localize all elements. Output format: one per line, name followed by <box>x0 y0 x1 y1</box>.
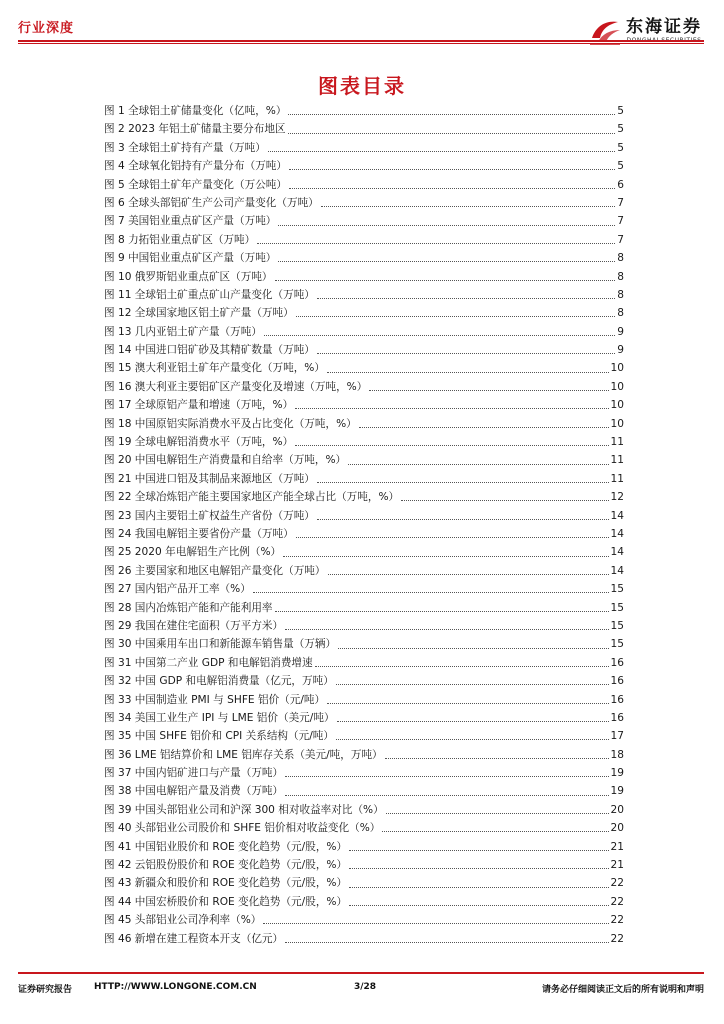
toc-dot-leader <box>338 647 608 649</box>
toc-entry-page: 5 <box>617 141 624 154</box>
toc-entry-page: 5 <box>617 160 624 173</box>
toc-entry[interactable] <box>104 617 624 635</box>
toc-entry-page: 9 <box>617 344 624 357</box>
toc-entry-page: 19 <box>610 767 624 780</box>
toc-entry[interactable] <box>104 874 624 892</box>
toc-dot-leader <box>264 334 615 336</box>
toc-entry-label: 图 31 中国第二产业 GDP 和电解铝消费增速 <box>104 656 313 669</box>
toc-dot-leader <box>295 407 608 409</box>
toc-dot-leader <box>275 610 609 612</box>
toc-entry-label: 图 41 中国铝业股价和 ROE 变化趋势（元/股，%） <box>104 840 348 853</box>
toc-entry[interactable] <box>104 249 624 267</box>
toc-entry-page: 18 <box>610 748 624 761</box>
toc-dot-leader <box>349 904 608 906</box>
footer-disclaimer: 请务必仔细阅读正文后的所有说明和声明 <box>541 985 704 995</box>
toc-entry-label: 图 45 头部铝业公司净利率（%） <box>104 914 262 927</box>
toc-dot-leader <box>285 628 608 630</box>
toc-entry[interactable] <box>104 268 624 286</box>
toc-entry-label: 图 1 全球铝土矿储量变化（亿吨，%） <box>104 105 287 117</box>
toc-dot-leader <box>288 132 616 134</box>
toc-entry-label: 图 43 新疆众和股价和 ROE 变化趋势（元/股，%） <box>104 877 348 890</box>
footer-website-link[interactable]: HTTP://WWW.LONGONE.COM.CN <box>94 982 257 992</box>
toc-entry-page: 16 <box>610 656 624 669</box>
toc-entry-page: 15 <box>610 619 624 632</box>
toc-entry-page: 15 <box>610 638 624 651</box>
toc-entry[interactable] <box>104 562 624 580</box>
toc-entry-label: 图 24 我国电解铝主要省份产量（万吨） <box>104 527 294 540</box>
toc-dot-leader <box>327 371 609 373</box>
toc-entry-label: 图 5 全球铝土矿年产量变化（万公吨） <box>104 178 287 191</box>
toc-entry[interactable] <box>104 782 624 800</box>
toc-entry-label: 图 36 LME 铝结算价和 LME 铝库存关系（美元/吨，万吨） <box>104 748 383 761</box>
toc-entry-page: 10 <box>610 399 624 412</box>
toc-entry[interactable] <box>104 525 624 543</box>
toc-dot-leader <box>359 426 609 428</box>
toc-dot-leader <box>337 720 609 722</box>
toc-entry-page: 22 <box>610 932 624 945</box>
toc-entry[interactable] <box>104 727 624 745</box>
toc-entry-label: 图 40 头部铝业公司股价和 SHFE 铝价相对收益变化（%） <box>104 822 381 835</box>
toc-dot-leader <box>317 481 609 483</box>
toc-entry-page: 16 <box>610 711 624 724</box>
toc-dot-leader <box>327 702 608 704</box>
toc-entry[interactable] <box>104 930 624 948</box>
toc-entry[interactable] <box>104 231 624 249</box>
header-rule <box>18 40 704 42</box>
toc-entry-page: 11 <box>610 436 624 449</box>
toc-entry[interactable] <box>104 396 624 414</box>
toc-entry[interactable] <box>104 120 624 138</box>
toc-dot-leader <box>275 279 616 281</box>
footer <box>18 982 704 996</box>
toc-entry[interactable] <box>104 488 624 506</box>
header-tag: 行业深度 <box>18 21 75 36</box>
toc-entry-label: 图 4 全球氧化铝持有产量分布（万吨） <box>104 160 287 173</box>
toc-entry-page: 16 <box>610 693 624 706</box>
toc-entry[interactable] <box>104 470 624 488</box>
toc-entry-label: 图 15 澳大利亚铝土矿年产量变化（万吨，%） <box>104 362 325 375</box>
toc-entry-label: 图 39 中国头部铝业公司和沪深 300 相对收益率对比（%） <box>104 803 384 816</box>
toc-entry-label: 图 2 2023 年铝土矿储量主要分布地区 <box>104 123 286 136</box>
toc-dot-leader <box>268 150 615 152</box>
toc-entry-page: 14 <box>610 564 624 577</box>
toc-entry-label: 图 13 几内亚铝土矿产量（万吨） <box>104 325 262 338</box>
toc-entry[interactable] <box>104 599 624 617</box>
toc-dot-leader <box>336 738 609 740</box>
toc-entry[interactable] <box>104 286 624 304</box>
toc-entry-page: 7 <box>617 196 624 209</box>
toc-entry-label: 图 38 中国电解铝产量及消费（万吨） <box>104 785 284 798</box>
toc-entry[interactable] <box>104 507 624 525</box>
toc-dot-leader <box>285 794 608 796</box>
toc-entry-page: 16 <box>610 675 624 688</box>
toc-entry-label: 图 12 全球国家地区铝土矿产量（万吨） <box>104 307 294 320</box>
toc-entry-page: 10 <box>610 417 624 430</box>
toc-entry[interactable] <box>104 709 624 727</box>
toc-entry-label: 图 10 俄罗斯铝业重点矿区（万吨） <box>104 270 273 283</box>
toc-entry-label: 图 19 全球电解铝消费水平（万吨，%） <box>104 436 294 449</box>
toc-entry-label: 图 33 中国制造业 PMI 与 SHFE 铝价（元/吨） <box>104 693 326 706</box>
toc-entry-label: 图 8 力拓铝业重点矿区（万吨） <box>104 233 256 246</box>
toc-entry[interactable] <box>104 451 624 469</box>
toc-entry-page: 21 <box>610 840 624 853</box>
toc-dot-leader <box>328 573 609 575</box>
toc-dot-leader <box>263 922 608 924</box>
toc-dot-leader <box>288 113 615 115</box>
toc-entry-page: 7 <box>617 233 624 246</box>
toc-dot-leader <box>385 757 609 759</box>
toc-dot-leader <box>349 849 608 851</box>
toc-entry-page: 5 <box>617 105 624 117</box>
toc-entry-page: 15 <box>610 583 624 596</box>
footer-rule <box>18 972 704 974</box>
toc-entry-page: 10 <box>610 362 624 375</box>
toc-entry[interactable] <box>104 139 624 157</box>
toc-entry-label: 图 37 中国内铝矿进口与产量（万吨） <box>104 767 284 780</box>
toc-entry-label: 图 26 主要国家和地区电解铝产量变化（万吨） <box>104 564 326 577</box>
toc-entry-label: 图 6 全球头部铝矿生产公司产量变化（万吨） <box>104 196 319 209</box>
toc-entry-label: 图 42 云铝股份股价和 ROE 变化趋势（元/股，%） <box>104 859 348 872</box>
toc-entry-page: 8 <box>617 252 624 265</box>
toc-entry-label: 图 28 国内冶炼铝产能和产能利用率 <box>104 601 273 614</box>
toc-dot-leader <box>278 260 615 262</box>
toc-entry-label: 图 23 国内主要铝土矿权益生产省份（万吨） <box>104 509 315 522</box>
toc-dot-leader <box>285 941 608 943</box>
footer-report-type: 证券研究报告 <box>18 985 73 995</box>
toc-entry-page: 22 <box>610 895 624 908</box>
toc-entry[interactable] <box>104 911 624 929</box>
figure-toc-list <box>104 102 624 948</box>
toc-entry-label: 图 27 国内铝产品开工率（%） <box>104 583 251 596</box>
toc-dot-leader <box>289 187 615 189</box>
toc-entry-label: 图 20 中国电解铝生产消费量和自给率（万吨，%） <box>104 454 347 467</box>
toc-entry-label: 图 17 全球原铝产量和增速（万吨，%） <box>104 399 294 412</box>
toc-dot-leader <box>278 224 615 226</box>
toc-entry-label: 图 29 我国在建住宅面积（万平方米） <box>104 619 284 632</box>
toc-entry-label: 图 7 美国铝业重点矿区产量（万吨） <box>104 215 277 228</box>
toc-entry-label: 图 14 中国进口铝矿砂及其精矿数量（万吨） <box>104 344 315 357</box>
toc-entry-label: 图 9 中国铝业重点矿区产量（万吨） <box>104 252 277 265</box>
toc-entry[interactable] <box>104 323 624 341</box>
toc-entry-page: 11 <box>610 472 624 485</box>
toc-entry[interactable] <box>104 635 624 653</box>
toc-entry-label: 图 32 中国 GDP 和电解铝消费量（亿元，万吨） <box>104 675 334 688</box>
toc-entry[interactable] <box>104 893 624 911</box>
toc-entry[interactable] <box>104 856 624 874</box>
footer-page-number: 3/28 <box>354 982 377 992</box>
toc-dot-leader <box>289 168 615 170</box>
toc-entry-page: 15 <box>610 601 624 614</box>
toc-entry-label: 图 3 全球铝土矿持有产量（万吨） <box>104 141 266 154</box>
toc-entry-page: 22 <box>610 914 624 927</box>
toc-entry-label: 图 22 全球冶炼铝产能主要国家地区产能全球占比（万吨，%） <box>104 491 400 504</box>
toc-entry-page: 8 <box>617 307 624 320</box>
toc-entry[interactable] <box>104 764 624 782</box>
toc-dot-leader <box>348 463 608 465</box>
toc-entry[interactable] <box>104 359 624 377</box>
toc-dot-leader <box>285 775 608 777</box>
toc-entry-label: 图 18 中国原铝实际消费水平及占比变化（万吨，%） <box>104 417 357 430</box>
toc-entry-page: 19 <box>610 785 624 798</box>
toc-entry[interactable] <box>104 746 624 764</box>
toc-entry-page: 20 <box>610 822 624 835</box>
toc-entry[interactable] <box>104 672 624 690</box>
toc-entry[interactable] <box>104 304 624 322</box>
toc-entry[interactable] <box>104 654 624 672</box>
toc-dot-leader <box>315 665 609 667</box>
toc-entry-page: 22 <box>610 877 624 890</box>
toc-entry-page: 5 <box>617 123 624 136</box>
toc-entry[interactable] <box>104 819 624 837</box>
toc-entry-page: 8 <box>617 288 624 301</box>
toc-dot-leader <box>295 444 608 446</box>
toc-entry-page: 14 <box>610 509 624 522</box>
toc-dot-leader <box>296 536 609 538</box>
toc-entry[interactable] <box>104 433 624 451</box>
toc-entry-label: 图 16 澳大利亚主要铝矿区产量变化及增速（万吨，%） <box>104 380 368 393</box>
toc-entry-label: 图 35 中国 SHFE 铝价和 CPI 关系结构（元/吨） <box>104 730 334 743</box>
toc-entry[interactable] <box>104 415 624 433</box>
logo-chinese-name: 东海证券 <box>626 16 702 37</box>
toc-entry[interactable] <box>104 580 624 598</box>
toc-dot-leader <box>283 555 608 557</box>
toc-entry-page: 11 <box>610 454 624 467</box>
toc-dot-leader <box>321 205 615 207</box>
toc-dot-leader <box>317 518 609 520</box>
toc-entry-label: 图 25 2020 年电解铝生产比例（%） <box>104 546 282 559</box>
toc-entry[interactable] <box>104 157 624 175</box>
toc-entry[interactable] <box>104 341 624 359</box>
toc-entry-label: 图 30 中国乘用车出口和新能源车销售量（万辆） <box>104 638 337 651</box>
toc-dot-leader <box>336 683 609 685</box>
toc-entry-label: 图 11 全球铝土矿重点矿山产量变化（万吨） <box>104 288 315 301</box>
toc-dot-leader <box>253 591 609 593</box>
header-rule-thin <box>18 43 704 44</box>
toc-entry[interactable] <box>104 176 624 194</box>
toc-entry[interactable] <box>104 378 624 396</box>
toc-dot-leader <box>386 812 609 814</box>
toc-entry-page: 21 <box>610 859 624 872</box>
toc-entry-page: 10 <box>610 380 624 393</box>
toc-entry-label: 图 44 中国宏桥股价和 ROE 变化趋势（元/股，%） <box>104 895 348 908</box>
toc-dot-leader <box>349 886 608 888</box>
toc-dot-leader <box>401 499 608 501</box>
toc-dot-leader <box>369 389 608 391</box>
toc-dot-leader <box>317 297 615 299</box>
toc-entry-page: 14 <box>610 546 624 559</box>
toc-dot-leader <box>382 830 608 832</box>
toc-entry-page: 20 <box>610 803 624 816</box>
page-title: 图表目录 <box>318 74 406 98</box>
toc-entry-page: 14 <box>610 527 624 540</box>
toc-entry-page: 7 <box>617 215 624 228</box>
toc-dot-leader <box>257 242 615 244</box>
toc-entry[interactable] <box>104 838 624 856</box>
toc-entry-label: 图 46 新增在建工程资本开支（亿元） <box>104 932 284 945</box>
toc-dot-leader <box>349 867 608 869</box>
toc-entry[interactable] <box>104 102 624 120</box>
toc-entry-page: 9 <box>617 325 624 338</box>
toc-entry-page: 8 <box>617 270 624 283</box>
toc-entry[interactable] <box>104 212 624 230</box>
toc-dot-leader <box>317 352 615 354</box>
toc-dot-leader <box>296 315 616 317</box>
toc-entry-label: 图 34 美国工业生产 IPI 与 LME 铝价（美元/吨） <box>104 711 335 724</box>
toc-entry-label: 图 21 中国进口铝及其制品来源地区（万吨） <box>104 472 315 485</box>
toc-entry-page: 6 <box>617 178 624 191</box>
toc-entry[interactable] <box>104 691 624 709</box>
toc-entry-page: 17 <box>610 730 624 743</box>
toc-entry[interactable] <box>104 194 624 212</box>
toc-entry[interactable] <box>104 801 624 819</box>
toc-entry-page: 12 <box>610 491 624 504</box>
toc-entry[interactable] <box>104 543 624 561</box>
